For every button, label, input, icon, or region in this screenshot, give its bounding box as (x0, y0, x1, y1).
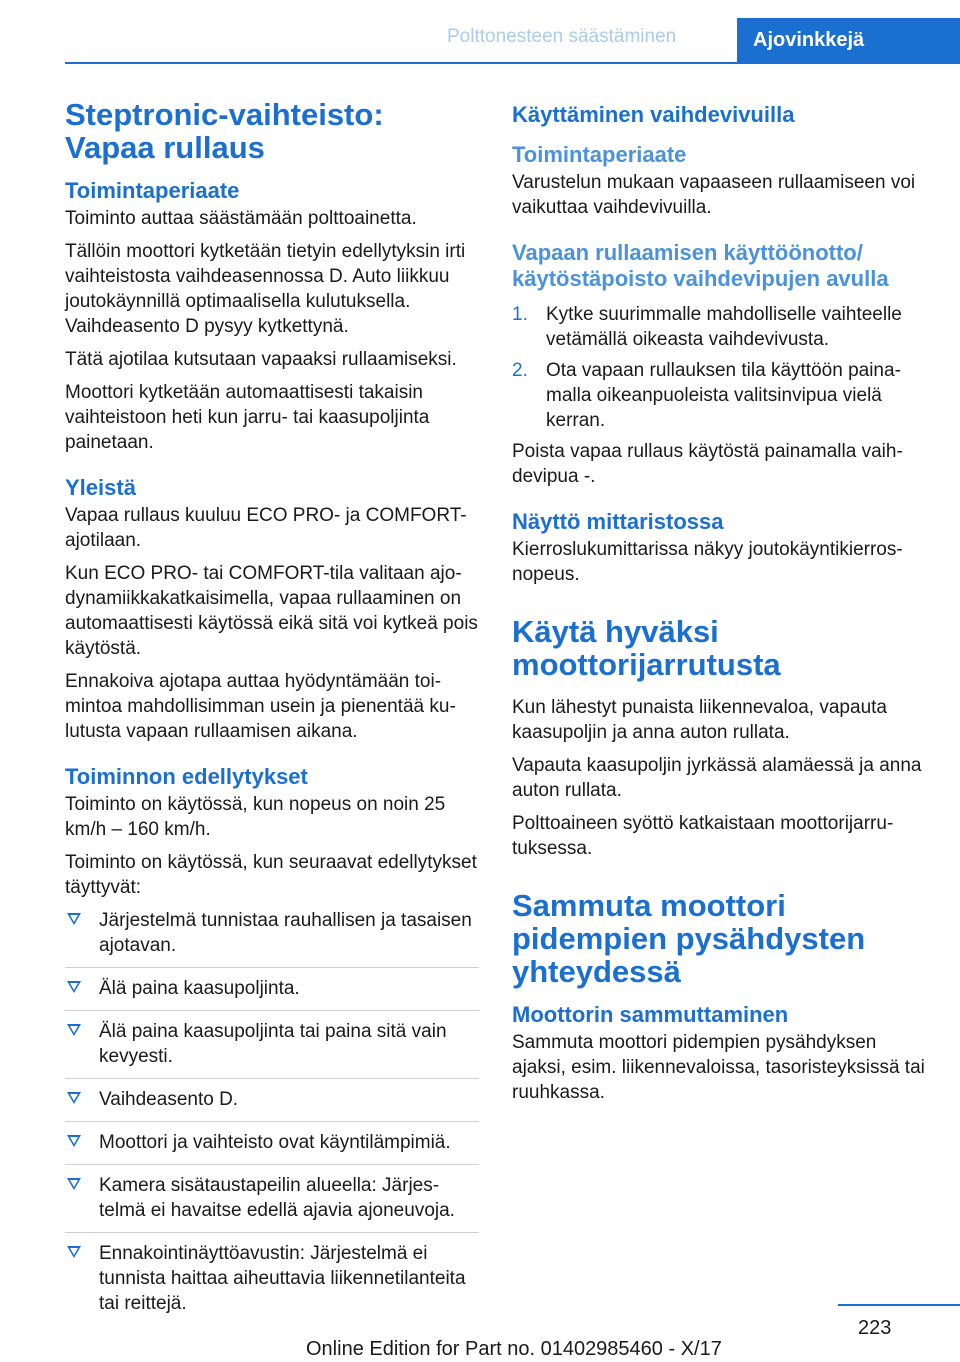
subheading-activation: Vapaan rullaamisen käyttöönotto/ käytöstäpoisto vaihdevipujen avulla (512, 240, 889, 291)
list-item: Järjestelmä tunnistaa rauhallisen ja tasaisen ajotavan. (65, 908, 479, 968)
paragraph: Toiminto auttaa säästämään polttoainetta. (65, 208, 417, 229)
list-item: 1. Kytke suurimmalle mahdolliselle vaihteelle vetämällä oikeasta vaihdevivusta. (512, 304, 902, 350)
left-column (65, 98, 479, 1333)
paragraph: Kierroslukumittarissa näkyy joutokäyntikierrosnopeus. (512, 539, 903, 585)
heading-engine-off: Moottorin sammuttaminen (512, 1002, 789, 1027)
list-item: Älä paina kaasupoljinta tai paina sitä vain kevyesti. (65, 1019, 479, 1079)
conditions-list (65, 908, 479, 1325)
paragraph: Polttoaineen syöttö katkaistaan moottorijarrutuksessa. (512, 813, 894, 859)
section-title-engine-off: Sammuta moottori pidempien pysähdysten yhteydessä (512, 888, 866, 989)
paragraph: Tällöin moottori kytketään tietyin edellytyksin irti vaihteistosta vaihdeasennossa D. Auto liikkuu joutokäynnillä optimaalisella kulutuksella. Vaihdeasento D pysyy kytkettynä. (65, 241, 466, 337)
paragraph: Moottori kytketään automaattisesti takaisin vaihteistoon heti kun jarru- tai kaasupoljinta painetaan. (65, 382, 430, 453)
paragraph: Vapaa rullaus kuuluu ECO PRO- ja COMFORT-ajotilaan. (65, 505, 467, 551)
paragraph: Sammuta moottori pidempien pysähdyksen ajaksi, esim. liikennevaloissa, tasoristeyksissä tai ruuhkassa. (512, 1032, 925, 1103)
section-title-engine-braking: Käytä hyväksi moottorijarrutusta (512, 614, 781, 682)
footer-rule (838, 1304, 960, 1306)
list-item: Kamera sisätaustapeilin alueella: Järjestelmä ei havaitse edellä ajavia ajoneuvoja. (65, 1173, 479, 1233)
triangle-bullet-icon (67, 1024, 81, 1036)
list-item: Moottori ja vaihteisto ovat käyntilämpimiä. (65, 1130, 479, 1165)
paragraph: Tätä ajotilaa kutsutaan vapaaksi rullaamiseksi. (65, 349, 457, 370)
heading-gear-levers: Käyttäminen vaihdevivuilla (512, 102, 795, 127)
list-item: Älä paina kaasupoljinta. (65, 976, 479, 1011)
triangle-bullet-icon (67, 981, 81, 993)
list-item: Vaihdeasento D. (65, 1087, 479, 1122)
list-item: 2. Ota vapaan rullauksen tila käyttöön painamalla oikeanpuoleista valitsinvipua vielä kerran. (512, 360, 901, 431)
subheading-principle: Toimintaperiaate (512, 142, 687, 167)
triangle-bullet-icon (67, 1135, 81, 1147)
heading-general: Yleistä (65, 475, 136, 500)
paragraph: Ennakoiva ajotapa auttaa hyödyntämään toimintoa mahdollisimman usein ja pienentää kulutusta vapaan rullaamisen aikana. (65, 671, 456, 742)
header-section-title: Polttonesteen säästäminen (447, 26, 677, 47)
page-number: 223 (858, 1317, 892, 1339)
list-item: Ennakointinäyttöavustin: Järjestelmä ei tunnista haittaa aiheuttavia liikennetilanteita tai reittejä. (65, 1241, 479, 1325)
heading-display: Näyttö mittaristossa (512, 509, 724, 534)
heading-principle: Toimintaperiaate (65, 178, 240, 203)
heading-conditions: Toiminnon edellytykset (65, 764, 308, 789)
footer-edition-text: Online Edition for Part no. 01402985460 - X/17 (306, 1338, 722, 1360)
triangle-bullet-icon (67, 1246, 81, 1258)
triangle-bullet-icon (67, 1092, 81, 1104)
paragraph: Vapauta kaasupoljin jyrkässä alamäessä ja anna auton rullata. (512, 755, 922, 801)
paragraph: Kun ECO PRO- tai COMFORT-tila valitaan ajodynamiikkakatkaisimella, vapaa rullaaminen on automaattisesti käytössä eikä sitä voi kytkeä pois käytöstä. (65, 563, 478, 659)
section-title-steptronic: Steptronic-vaihteisto: Vapaa rullaus (65, 97, 384, 165)
paragraph: Toiminto on käytössä, kun seuraavat edellytykset täyttyvät: (65, 852, 477, 898)
header-rule (65, 62, 960, 64)
paragraph: Toiminto on käytössä, kun nopeus on noin 25 km/h – 160 km/h. (65, 794, 446, 840)
paragraph: Kun lähestyt punaista liikennevaloa, vapauta kaasupoljin ja anna auton rullata. (512, 697, 887, 743)
paragraph: Poista vapaa rullaus käytöstä painamalla vaihdevipua -. (512, 441, 903, 487)
triangle-bullet-icon (67, 913, 81, 925)
header-chapter-tab: Ajovinkkejä (737, 18, 960, 62)
right-column (512, 98, 932, 1113)
steps-list (512, 302, 932, 433)
triangle-bullet-icon (67, 1178, 81, 1190)
paragraph: Varustelun mukaan vapaaseen rullaamiseen voi vaikuttaa vaihdevivuilla. (512, 172, 916, 218)
